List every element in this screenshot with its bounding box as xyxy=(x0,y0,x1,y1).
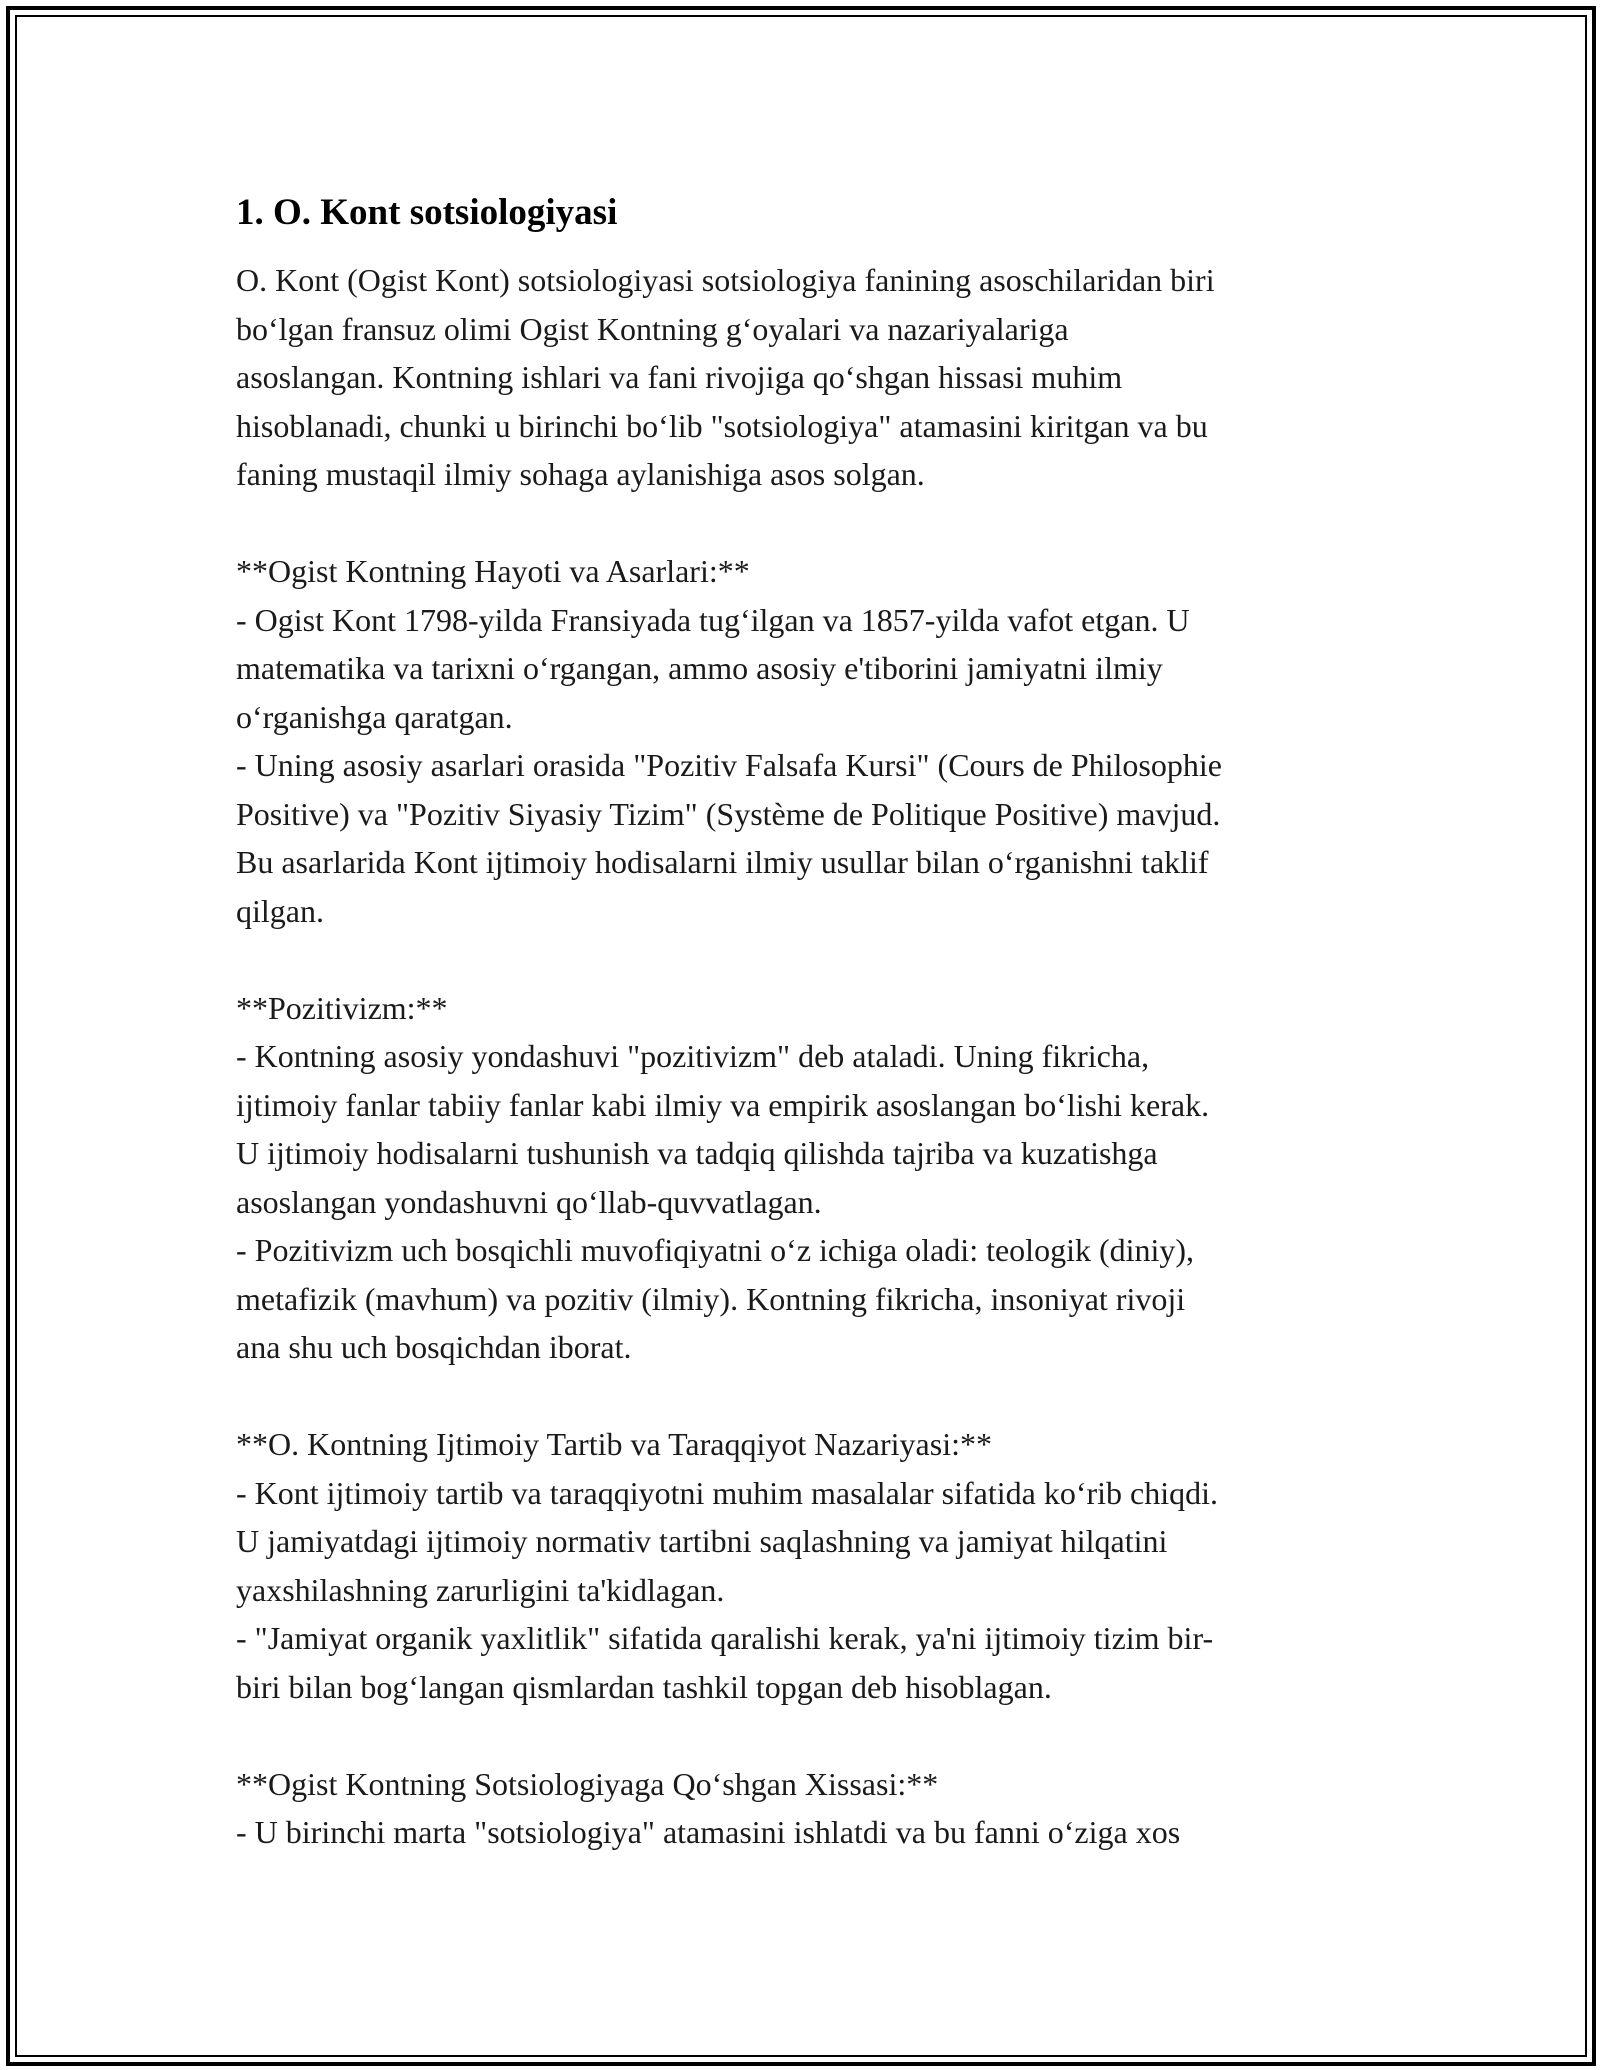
section-line: - U birinchi marta "sotsiologiya" atamasini ishlatdi va bu fanni o‘ziga xos xyxy=(236,1814,1181,1850)
document-body xyxy=(236,188,1386,1857)
section-hayoti xyxy=(236,547,1386,935)
section-line: Positive) va "Pozitiv Siyasiy Tizim" (Système de Politique Positive) mavjud. xyxy=(236,795,1221,832)
intro-paragraph xyxy=(236,256,1386,499)
section-line: ana shu uch bosqichdan iborat. xyxy=(236,1329,632,1365)
section-line: qilgan. xyxy=(236,892,324,929)
section-line: - Kont ijtimoiy tartib va taraqqiyotni muhim masalalar sifatida ko‘rib chiqdi. xyxy=(236,1474,1218,1511)
paragraph-gap xyxy=(236,499,1386,548)
intro-line: O. Kont (Ogist Kont) sotsiologiyasi sotsiologiya fanining asoschilaridan biri xyxy=(236,262,1215,298)
section-heading: **Ogist Kontning Hayoti va Asarlari:** xyxy=(236,553,750,589)
section-heading: **O. Kontning Ijtimoiy Tartib va Taraqqiyot Nazariyasi:** xyxy=(236,1426,992,1462)
intro-line: asoslangan. Kontning ishlari va fani rivojiga qo‘shgan hissasi muhim xyxy=(236,359,1123,395)
section-xissasi xyxy=(236,1760,1386,1857)
section-line: asoslangan yondashuvni qo‘llab-quvvatlagan. xyxy=(236,1183,822,1220)
section-line: U jamiyatdagi ijtimoiy normativ tartibni saqlashning va jamiyat hilqatini xyxy=(236,1523,1168,1559)
section-line: biri bilan bog‘langan qismlardan tashkil topgan deb hisoblagan. xyxy=(236,1668,1052,1705)
document-title: 1. O. Kont sotsiologiyasi xyxy=(236,192,618,233)
intro-line: bo‘lgan fransuz olimi Ogist Kontning g‘oyalari va nazariyalariga xyxy=(236,310,1069,347)
section-line: matematika va tarixni o‘rgangan, ammo asosiy e'tiborini jamiyatni ilmiy xyxy=(236,650,1163,686)
section-line: metafizik (mavhum) va pozitiv (ilmiy). Kontning fikricha, insoniyat rivoji xyxy=(236,1280,1186,1317)
section-heading: **Ogist Kontning Sotsiologiyaga Qo‘shgan Xissasi:** xyxy=(236,1765,939,1802)
intro-line: faning mustaqil ilmiy sohaga aylanishiga asos solgan. xyxy=(236,456,925,492)
paragraph-gap xyxy=(236,1711,1386,1760)
section-line: o‘rganishga qaratgan. xyxy=(236,698,513,735)
section-line: yaxshilashning zarurligini ta'kidlagan. xyxy=(236,1571,725,1608)
section-line: - Uning asosiy asarlari orasida "Pozitiv Falsafa Kursi" (Cours de Philosophie xyxy=(236,747,1222,783)
section-line: ijtimoiy fanlar tabiiy fanlar kabi ilmiy va empirik asoslangan bo‘lishi kerak. xyxy=(236,1086,1210,1123)
section-line: - "Jamiyat organik yaxlitlik" sifatida qaralishi kerak, ya'ni ijtimoiy tizim bir- xyxy=(236,1620,1214,1656)
section-line: U ijtimoiy hodisalarni tushunish va tadqiq qilishda tajriba va kuzatishga xyxy=(236,1135,1158,1171)
section-line: - Kontning asosiy yondashuvi "pozitivizm" deb ataladi. Uning fikricha, xyxy=(236,1038,1150,1074)
paragraph-gap xyxy=(236,1372,1386,1421)
section-line: - Ogist Kont 1798-yilda Fransiyada tug‘ilgan va 1857-yilda vafot etgan. U xyxy=(236,601,1190,638)
section-line: - Pozitivizm uch bosqichli muvofiqiyatni o‘z ichiga oladi: teologik (diniy), xyxy=(236,1232,1195,1268)
section-tartib-taraqqiyot xyxy=(236,1420,1386,1711)
intro-line: hisoblanadi, chunki u birinchi bo‘lib "sotsiologiya" atamasini kiritgan va bu xyxy=(236,407,1208,444)
section-heading: **Pozitivizm:** xyxy=(236,989,448,1026)
section-line: Bu asarlarida Kont ijtimoiy hodisalarni ilmiy usullar bilan o‘rganishni taklif xyxy=(236,844,1209,880)
section-pozitivizm xyxy=(236,984,1386,1372)
paragraph-gap xyxy=(236,935,1386,984)
